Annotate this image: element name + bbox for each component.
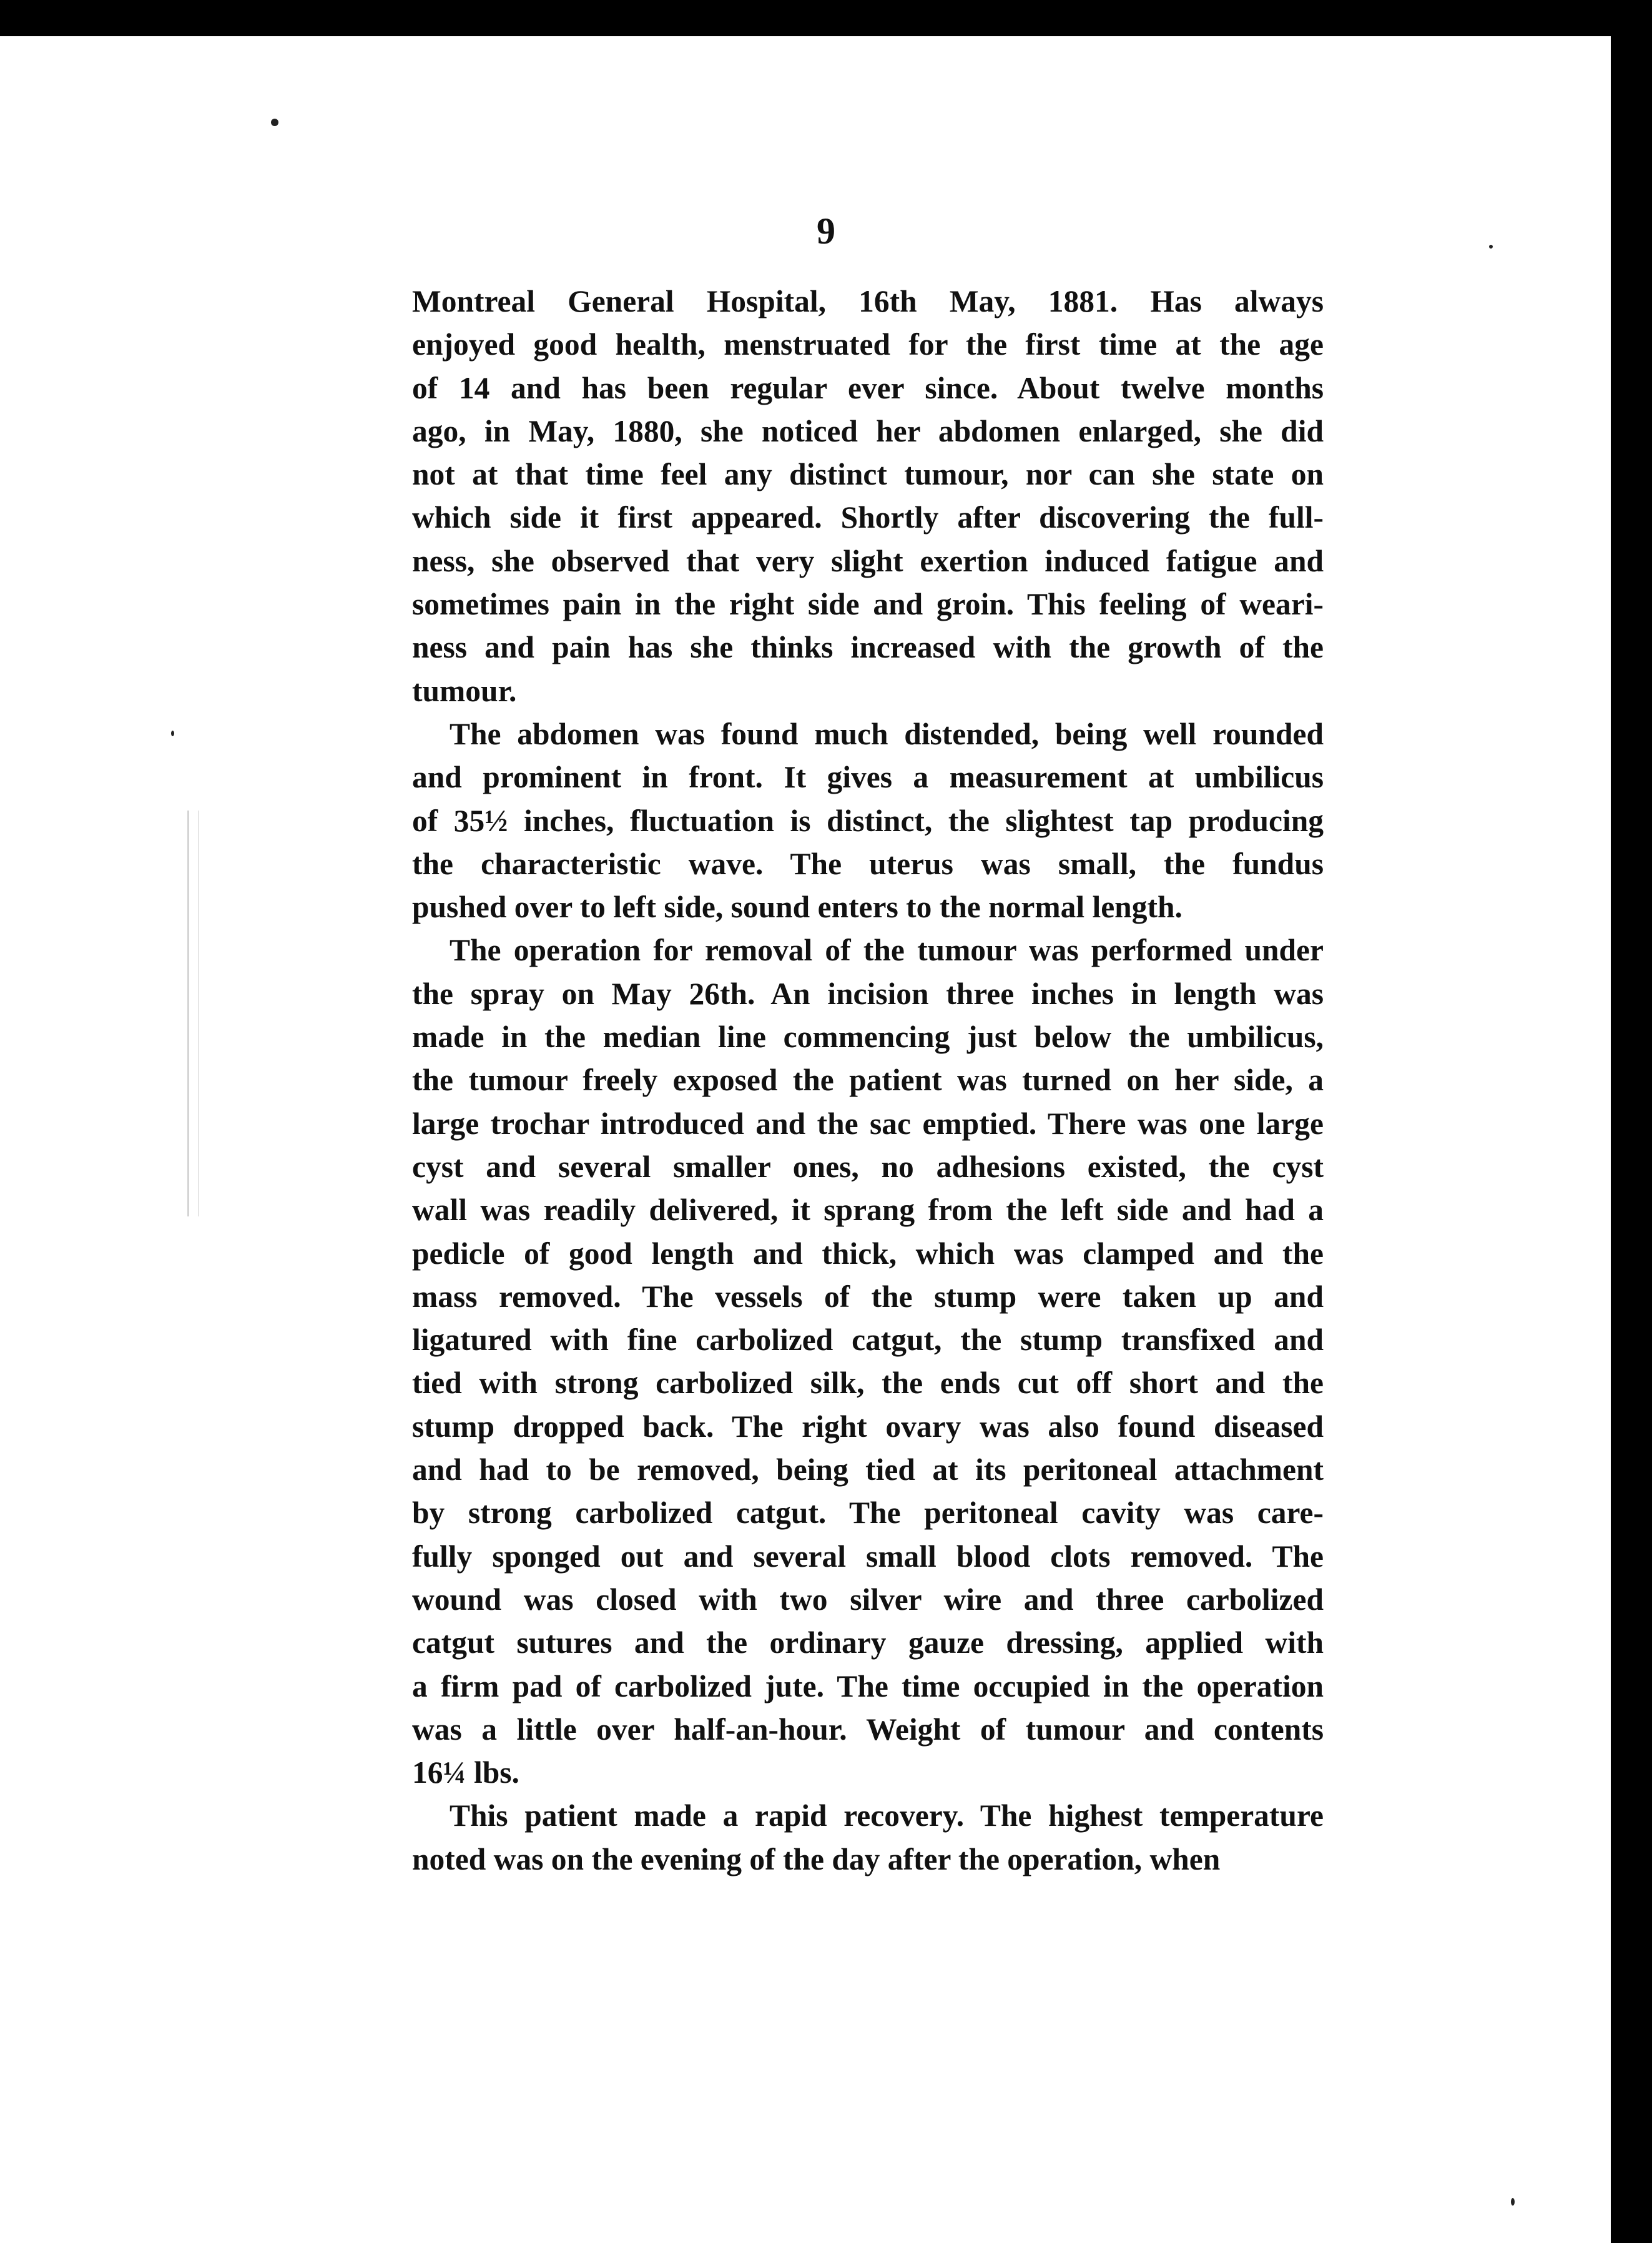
text-line: by strong carbolized catgut. The peritoneal cavity was care- <box>412 1496 1324 1531</box>
text-line: made in the median line commencing just below the umbilicus, <box>412 1020 1324 1055</box>
text-line: fully sponged out and several small blood clots removed. The <box>412 1539 1324 1574</box>
text-line: and had to be removed, being tied at its peritoneal attachment <box>412 1452 1324 1487</box>
text-line: which side it first appeared. Shortly after discovering the full- <box>412 500 1324 535</box>
text-line: wound was closed with two silver wire and three carbolized <box>412 1582 1324 1617</box>
paragraph <box>412 1794 1324 1881</box>
page-fold-mark <box>187 811 199 1216</box>
text-line: The operation for removal of the tumour was performed under <box>450 933 1324 968</box>
text-line: pedicle of good length and thick, which was clamped and the <box>412 1236 1324 1271</box>
text-line: of 14 and has been regular ever since. About twelve months <box>412 370 1324 405</box>
body-text <box>412 280 1324 1881</box>
paragraph <box>412 929 1324 1794</box>
text-line: a firm pad of carbolized jute. The time occupied in the operation <box>412 1669 1324 1703</box>
page-number: 9 <box>817 210 835 252</box>
text-line: the spray on May 26th. An incision three inches in length was <box>412 976 1324 1011</box>
text-line: wall was readily delivered, it sprang from the left side and had a <box>412 1193 1324 1228</box>
text-line: noted was on the evening of the day after the operation, when <box>412 1841 1221 1876</box>
text-line: the tumour freely exposed the patient was turned on her side, a <box>412 1063 1324 1098</box>
text-line: and prominent in front. It gives a measurement at umbilicus <box>412 760 1324 795</box>
paragraph <box>412 712 1324 929</box>
text-line: This patient made a rapid recovery. The highest temperature <box>450 1798 1324 1833</box>
text-line: mass removed. The vessels of the stump were taken up and <box>412 1279 1324 1314</box>
ink-speck <box>171 731 174 736</box>
text-line: tied with strong carbolized silk, the ends cut off short and the <box>412 1366 1324 1401</box>
text-line: enjoyed good health, menstruated for the first time at the age <box>412 327 1324 362</box>
paragraph <box>412 280 1324 712</box>
text-line: sometimes pain in the right side and groin. This feeling of weari- <box>412 587 1324 622</box>
text-line: ness, she observed that very slight exertion induced fatigue and <box>412 543 1324 578</box>
ink-speck <box>1511 2198 1515 2206</box>
text-line: cyst and several smaller ones, no adhesions existed, the cyst <box>412 1149 1324 1184</box>
text-line: the characteristic wave. The uterus was small, the fundus <box>412 846 1324 881</box>
ink-speck <box>271 119 278 126</box>
text-line: was a little over half-an-hour. Weight of tumour and contents <box>412 1712 1324 1747</box>
text-line: catgut sutures and the ordinary gauze dressing, applied with <box>412 1625 1324 1660</box>
text-line: tumour. <box>412 673 517 708</box>
text-line: pushed over to left side, sound enters to the normal length. <box>412 890 1182 925</box>
text-line: ness and pain has she thinks increased with the growth of the <box>412 630 1324 665</box>
text-line: large trochar introduced and the sac emptied. There was one large <box>412 1106 1324 1141</box>
text-line: of 35½ inches, fluctuation is distinct, the slightest tap producing <box>412 803 1324 838</box>
text-line: 16¼ lbs. <box>412 1755 519 1790</box>
text-line: ligatured with fine carbolized catgut, the stump transfixed and <box>412 1323 1324 1358</box>
text-line: ago, in May, 1880, she noticed her abdomen enlarged, she did <box>412 413 1324 448</box>
text-line: The abdomen was found much distended, being well rounded <box>450 716 1324 751</box>
text-line: stump dropped back. The right ovary was also found diseased <box>412 1409 1324 1444</box>
text-line: not at that time feel any distinct tumour, nor can she state on <box>412 457 1324 492</box>
text-line: Montreal General Hospital, 16th May, 1881. Has always <box>412 284 1324 318</box>
